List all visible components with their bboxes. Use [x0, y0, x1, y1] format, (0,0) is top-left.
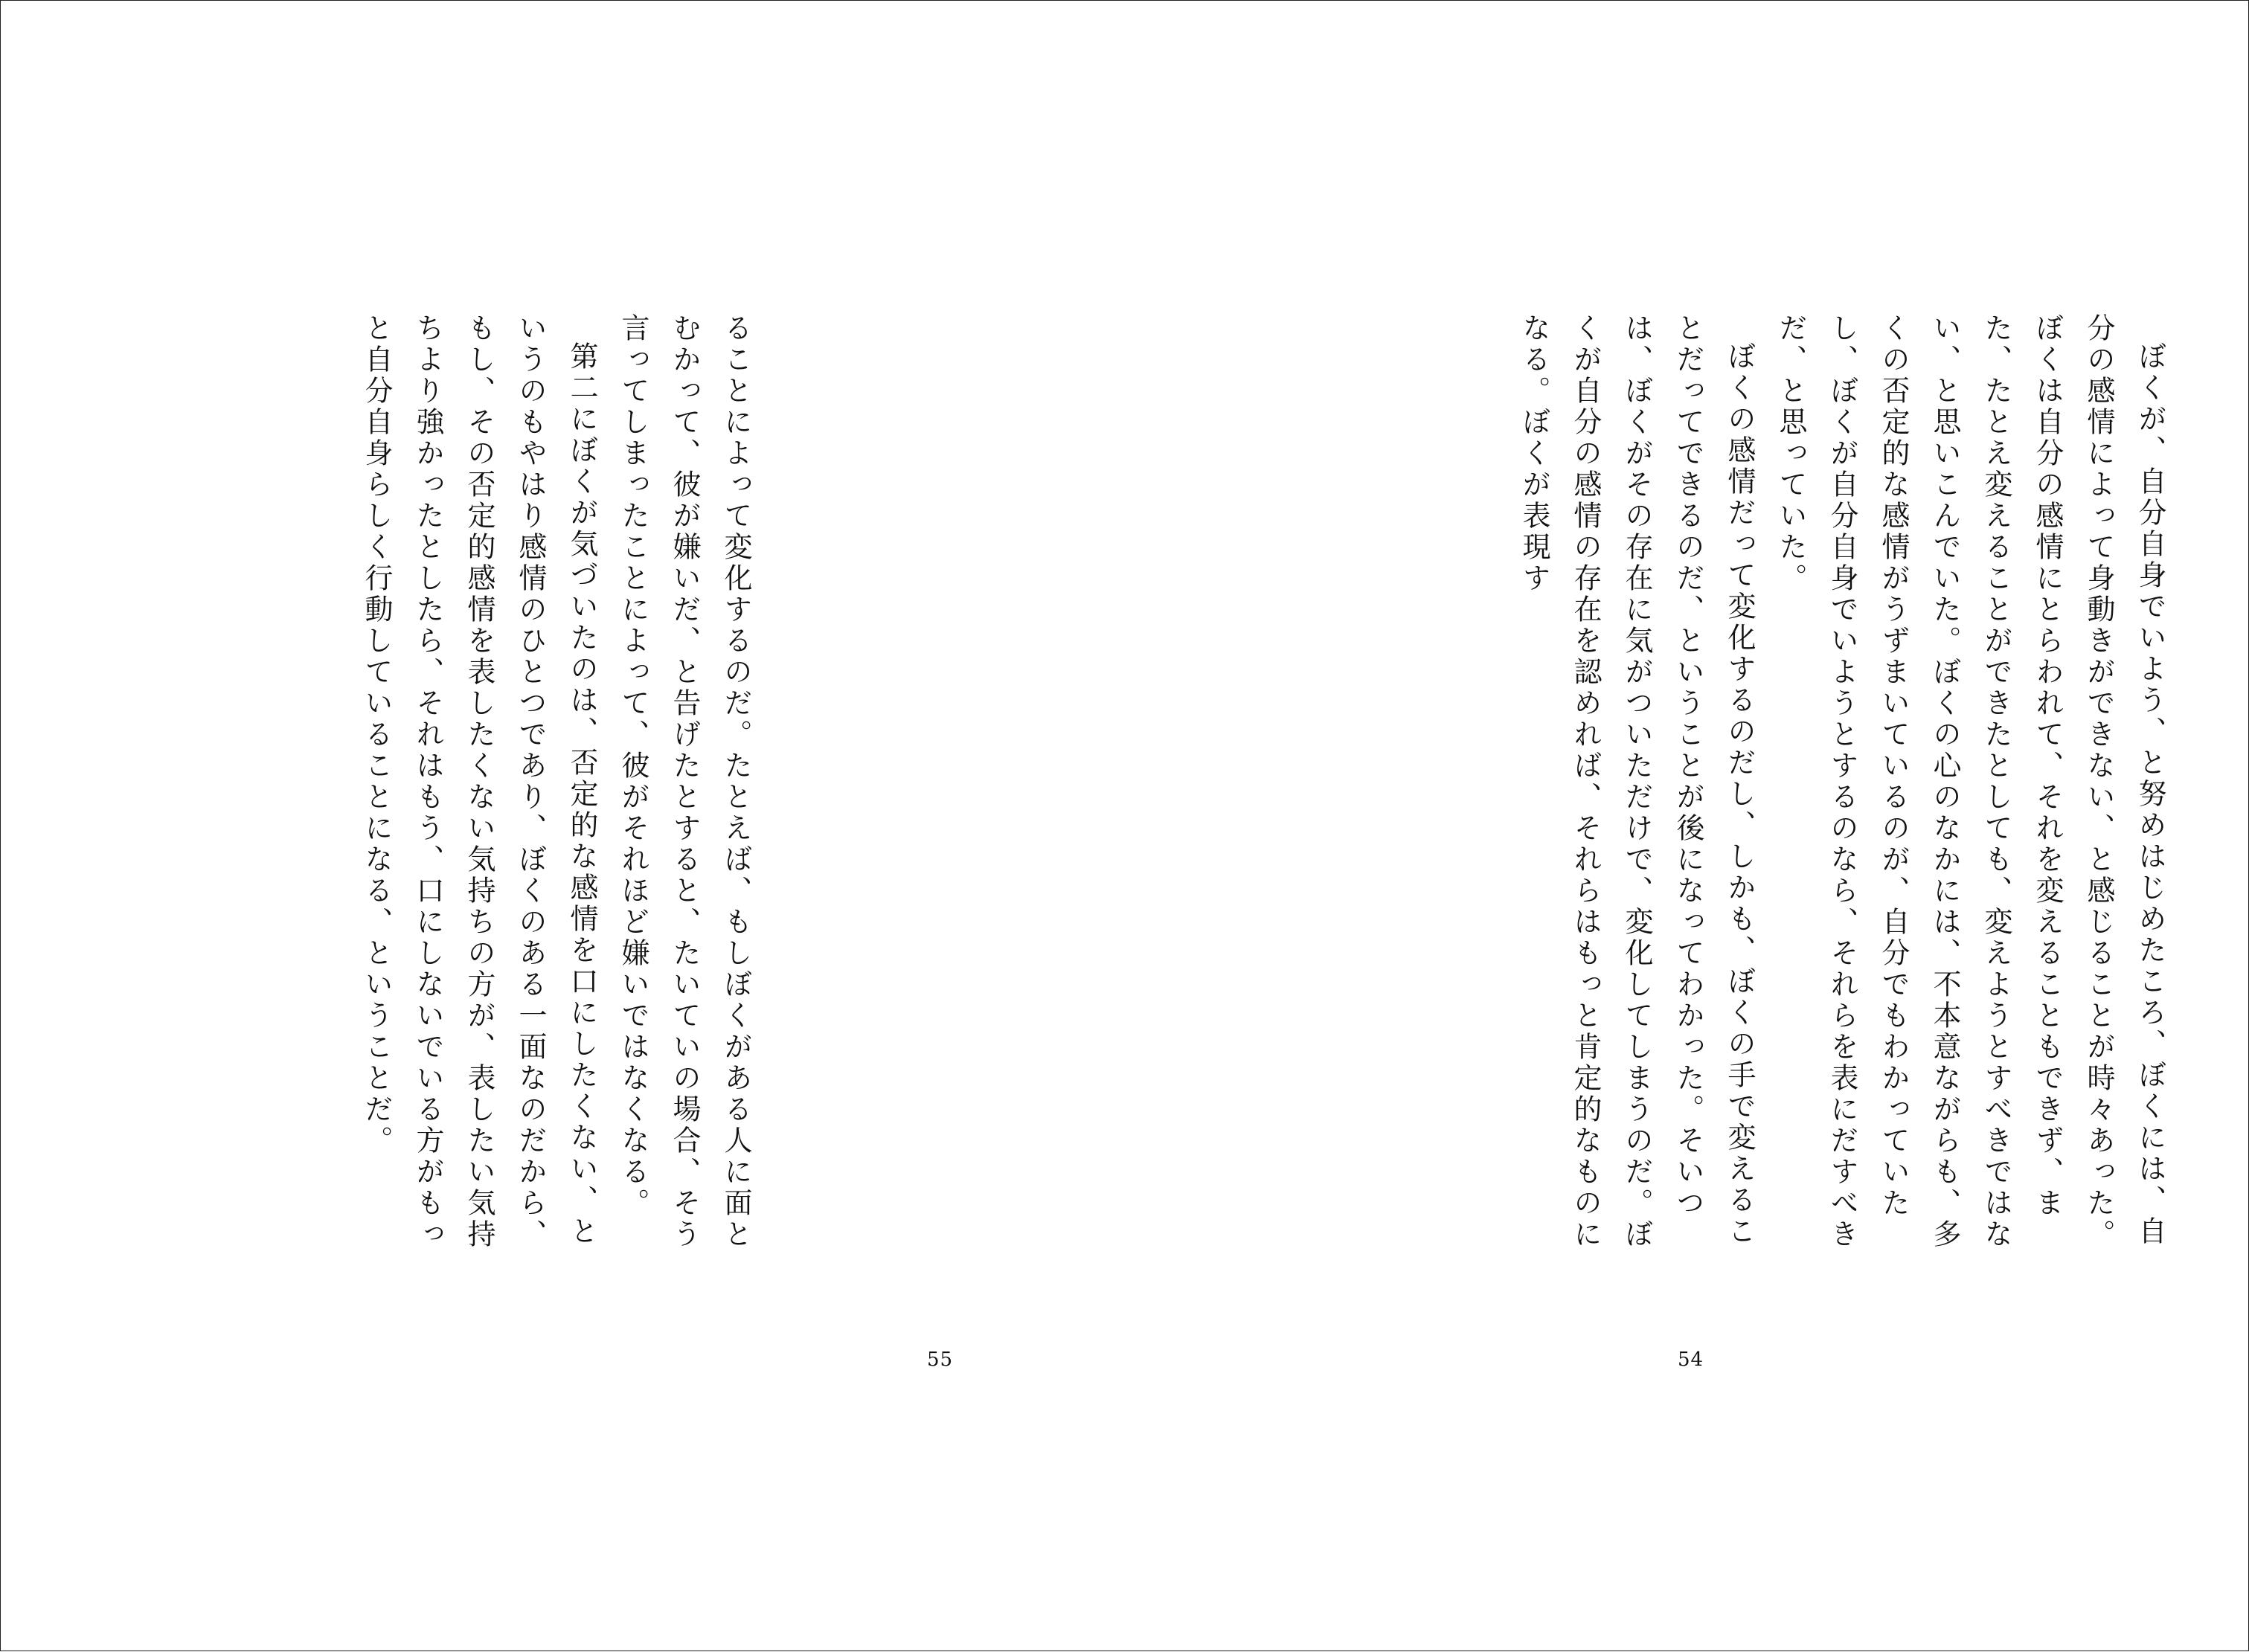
left-paragraph-2: 第二にぼくが気づいたのは、否定的な感情を口にしたくない、というのもやはり感情のひとつであり、ぼくのある一面なのだから、もし、その否定的感情を表したくない気持ちの方が、表したい気持ちより強かったとしたら、それはもう、口にしないでいる方がもっと自分自身らしく行動していることになる、ということだ。: [360, 313, 598, 1250]
left-paragraph-1: ることによって変化するのだ。たとえば、もしぼくがある人に面とむかって、彼が嫌いだ、と告げたとすると、たいていの場合、そう言ってしまったことによって、彼がそれほど嫌いではなくなる。: [617, 313, 752, 1250]
right-page-body: [1457, 313, 2175, 1265]
page-number-left: 55: [927, 1349, 954, 1371]
page-number-right: 54: [1678, 1349, 1704, 1371]
left-page-body: [299, 313, 761, 1265]
left-page: [1, 1, 1126, 1652]
right-paragraph-2: ぼくの感情だって変化するのだし、しかも、ぼくの手で変えることだってできるのだ、ということが後になってわかった。そいつは、ぼくがその存在に気がついただけで、変化してしまうのだ。ぼくが自分の感情の存在を認めれば、それらはもっと肯定的なものになる。ぼくが表現す: [1518, 313, 1756, 1250]
right-page: [1126, 1, 2249, 1652]
right-paragraph-1: ぼくが、自分自身でいよう、と努めはじめたころ、ぼくには、自分の感情によって身動きができない、と感じることが時々あった。ぼくは自分の感情にとらわれて、それを変えることもできず、また、たとえ変えることができたとしても、変えようとすべきではない、と思いこんでいた。ぼくの心のなかには、不本意ながらも、多くの否定的な感情がうずまいているのが、自分でもわかっていたし、ぼくが自分自身でいようとするのなら、それらを表にだすべきだ、と思っていた。: [1774, 313, 2166, 1250]
